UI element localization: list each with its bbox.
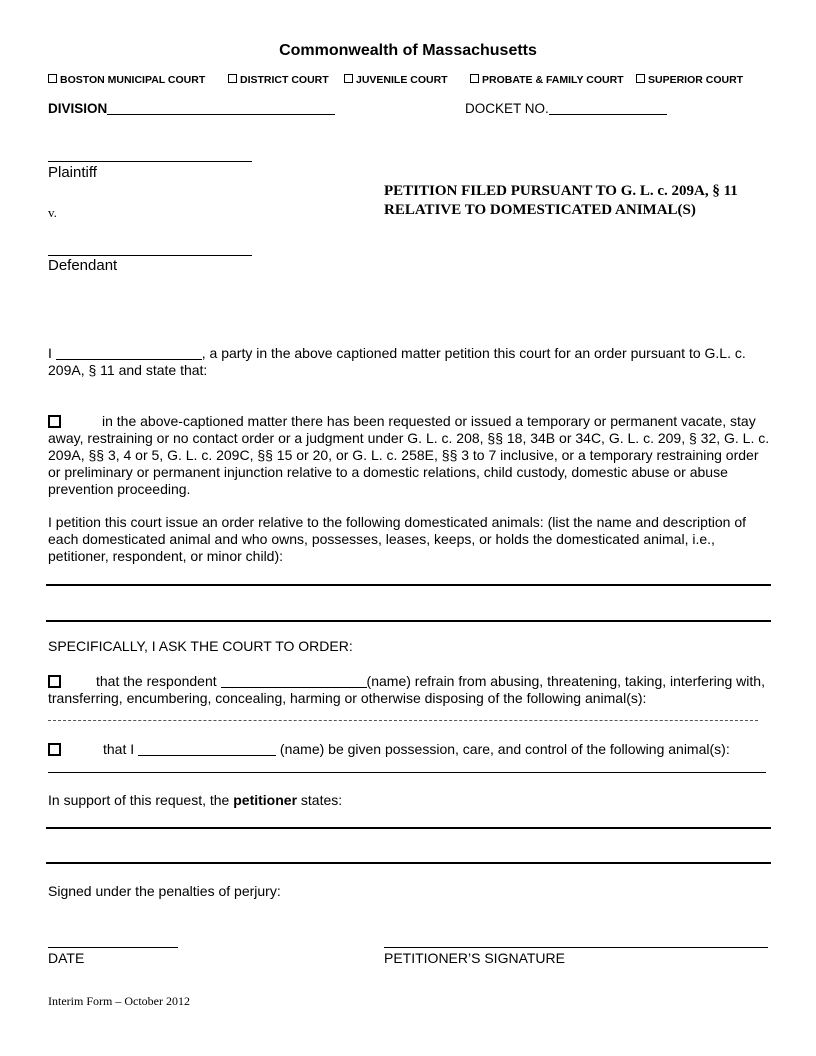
checkbox-icon[interactable] — [470, 74, 479, 83]
support-text-end: states: — [300, 792, 343, 808]
option-2-text-start: that I — [103, 741, 135, 757]
signature-label: PETITIONER’S SIGNATURE — [384, 950, 565, 966]
perjury-statement: Signed under the penalties of perjury: — [48, 883, 281, 899]
option-1-text-start: that the respondent — [96, 673, 217, 689]
respondent-refrain-text — [48, 673, 773, 707]
intro-paragraph — [48, 345, 773, 379]
checkbox-icon[interactable] — [228, 74, 237, 83]
date-line[interactable] — [48, 947, 178, 948]
support-text-start: In support of this request, the — [48, 792, 230, 808]
court-option-label: SUPERIOR COURT — [648, 74, 744, 86]
court-option-probate-family[interactable] — [470, 74, 624, 86]
court-option-superior[interactable] — [636, 74, 743, 86]
checkbox-icon[interactable] — [344, 74, 353, 83]
court-option-label: DISTRICT COURT — [240, 74, 329, 86]
form-note: Interim Form – October 2012 — [48, 994, 190, 1008]
court-option-label: BOSTON MUNICIPAL COURT — [60, 74, 206, 86]
plaintiff-label: Plaintiff — [48, 164, 97, 181]
defendant-label: Defendant — [48, 257, 118, 274]
court-option-district[interactable] — [228, 74, 329, 86]
division-field — [48, 100, 335, 116]
court-option-label: PROBATE & FAMILY COURT — [482, 74, 624, 86]
court-option-label: JUVENILE COURT — [356, 74, 448, 86]
intro-text-end: , a party in the above captioned matter petition this court for an order pursuant to G.L. c. 209A, § 11 and state that: — [48, 345, 746, 378]
support-text-bold: petitioner — [233, 792, 298, 808]
respondent-name-input[interactable] — [221, 673, 367, 688]
signature-line[interactable] — [384, 947, 768, 948]
option-1-text-end: (name) refrain from abusing, threatening, taking, interfering with, transferring, encumbering, concealing, harming or otherwise disposing of the following animal(s): — [48, 673, 765, 706]
petition-text: I petition this court issue an order relative to the following domesticated animals: (list the name and description of each domesticated animal and who owns, possesses, leases, keeps, or holds the domesticated animal, i.e., petitioner, respondent, or minor child): — [48, 514, 747, 564]
docket-label: DOCKET NO. — [465, 101, 549, 116]
specifically-heading: SPECIFICALLY, I ASK THE COURT TO ORDER: — [48, 638, 353, 654]
plaintiff-line[interactable] — [48, 161, 252, 162]
petition-title-line-2: RELATIVE TO DOMESTICATED ANIMAL(S) — [384, 202, 696, 218]
checkbox-icon[interactable] — [48, 74, 57, 83]
petition-title-line-1: PETITION FILED PURSUANT TO G. L. c. 209A, § 11 — [384, 183, 738, 199]
court-option-juvenile[interactable] — [344, 74, 448, 86]
defendant-line[interactable] — [48, 255, 252, 256]
requested-order-text: in the above-captioned matter there has been requested or issued a temporary or permanent vacate, stay away, restraining or no contact order or a judgment under G. L. c. 208, §§ 18, 34B or 34C, G. L. c. 209, § 32, G. L. c. 209A, §§ 3, 4 or 5, G. L. c. 209C, §§ 15 or 20, or G. L. c. 258E, §§ 3 to 7 inclusive, or a temporary restraining order or preliminary or permanent injunction relative to a domestic relations, child custody, domestic abuse or abuse prevention proceeding. — [48, 413, 770, 497]
date-label: DATE — [48, 950, 85, 966]
petitioner-possession-text — [103, 741, 730, 757]
support-line-1[interactable] — [46, 827, 771, 829]
petitioner-name-input[interactable] — [138, 741, 276, 756]
animals-line-2[interactable] — [46, 620, 771, 622]
versus-label: v. — [48, 205, 57, 220]
court-option-boston-municipal[interactable] — [48, 74, 205, 86]
party-name-input[interactable] — [56, 345, 202, 360]
checkbox-icon[interactable] — [636, 74, 645, 83]
refrain-animals-line[interactable] — [48, 720, 758, 721]
support-line-2[interactable] — [46, 862, 771, 864]
division-input[interactable] — [107, 100, 335, 115]
intro-text-start: I — [48, 345, 52, 361]
animals-line-1[interactable] — [46, 584, 771, 586]
option-2-text-end: (name) be given possession, care, and control of the following animal(s): — [279, 741, 730, 757]
division-label: DIVISION — [48, 101, 108, 116]
support-statement — [48, 792, 342, 808]
possession-animals-line[interactable] — [48, 772, 766, 773]
docket-field — [465, 100, 667, 116]
petitioner-possession-checkbox[interactable] — [48, 743, 61, 761]
checkbox-icon[interactable] — [48, 743, 61, 756]
docket-input[interactable] — [549, 100, 667, 115]
page-title: Commonwealth of Massachusetts — [279, 42, 537, 59]
